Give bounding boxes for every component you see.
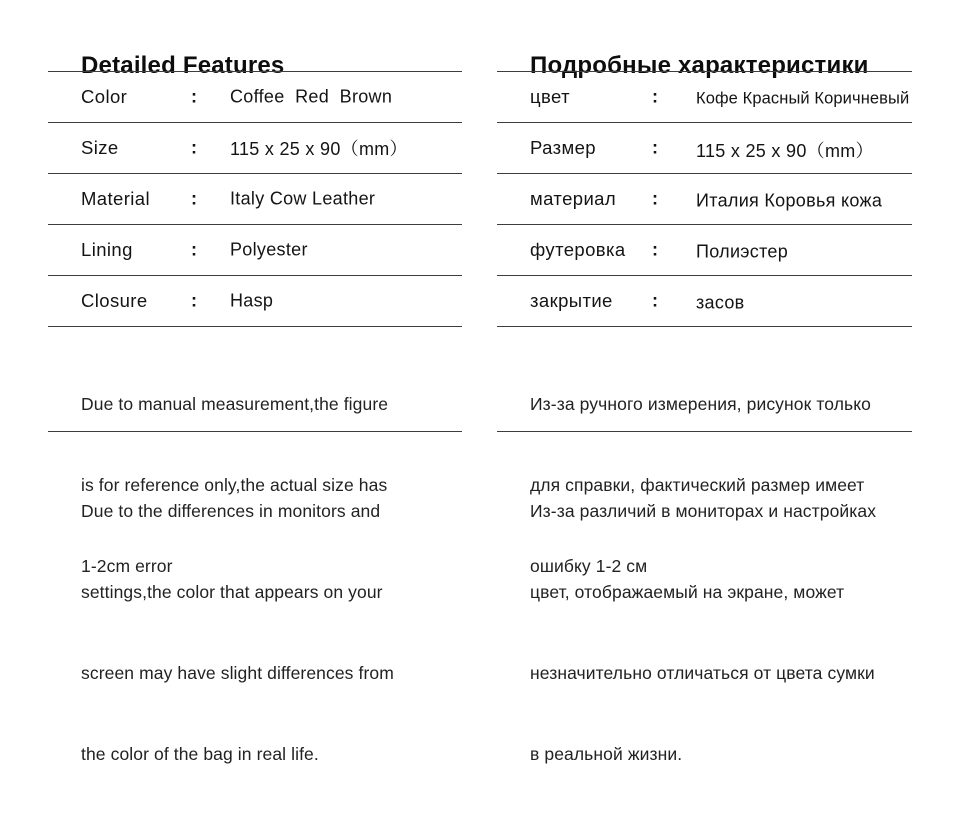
note-line: ошибку 1-2 см	[530, 556, 648, 576]
spec-value: 115 x 25 x 90（mm）	[696, 141, 874, 161]
spec-value: Polyester	[230, 239, 308, 260]
spec-row-material	[48, 174, 462, 225]
spec-table-english	[48, 71, 462, 327]
spec-colon: :	[652, 290, 658, 311]
spec-label: закрытие	[530, 290, 613, 311]
spec-colon: :	[191, 137, 197, 158]
note-line: Из-за различий в мониторах и настройках	[530, 501, 877, 521]
spec-label: Material	[81, 188, 150, 209]
note-line: screen may have slight differences from	[81, 663, 394, 683]
spec-colon: :	[652, 137, 658, 158]
note-line: 1-2cm error	[81, 556, 173, 576]
spec-value: Hasp	[230, 290, 274, 311]
spec-value: Кофе Красный Коричневый	[696, 89, 910, 108]
spec-row-size	[48, 123, 462, 174]
note-line: Из-за ручного измерения, рисунок только	[530, 394, 872, 414]
disclaimer-color-ru	[530, 444, 912, 822]
note-line: settings,the color that appears on your	[81, 582, 383, 602]
spec-colon: :	[191, 86, 197, 107]
spec-colon: :	[652, 188, 658, 209]
divider	[497, 431, 912, 432]
note-line: the color of the bag in real life.	[81, 744, 319, 764]
spec-row-size-ru	[497, 123, 912, 174]
note-line: цвет, отображаемый на экране, может	[530, 582, 845, 602]
spec-value: Coffee Red Brown	[230, 86, 393, 107]
spec-value: Полиэстер	[696, 241, 789, 262]
spec-label: цвет	[530, 86, 570, 107]
spec-colon: :	[652, 239, 658, 260]
disclaimer-color-en	[81, 444, 462, 822]
note-line: Due to the differences in monitors and	[81, 501, 381, 521]
spec-value: Италия Коровья кожа	[696, 190, 883, 211]
column-title-russian: Подробные характеристики	[530, 51, 869, 79]
column-title-english: Detailed Features	[81, 51, 285, 79]
spec-label: Size	[81, 137, 119, 158]
spec-row-closure-ru	[497, 276, 912, 327]
spec-label: Размер	[530, 137, 596, 158]
spec-colon: :	[191, 239, 197, 260]
spec-colon: :	[652, 86, 658, 107]
spec-label: Closure	[81, 290, 148, 311]
spec-value: 115 x 25 x 90（mm）	[230, 139, 408, 159]
spec-row-color-ru	[497, 72, 912, 123]
spec-table-russian	[497, 71, 912, 327]
spec-row-material-ru	[497, 174, 912, 225]
note-line: is for reference only,the actual size has	[81, 475, 388, 495]
spec-colon: :	[191, 188, 197, 209]
spec-label: Color	[81, 86, 128, 107]
spec-column-russian	[497, 0, 912, 764]
note-line: Due to manual measurement,the figure	[81, 394, 389, 414]
note-line: для справки, фактический размер имеет	[530, 475, 865, 495]
spec-label: Lining	[81, 239, 133, 260]
spec-label: материал	[530, 188, 617, 209]
spec-row-color	[48, 72, 462, 123]
note-line: в реальной жизни.	[530, 744, 683, 764]
spec-value: засов	[696, 292, 745, 313]
spec-label: футеровка	[530, 239, 626, 260]
note-line: незначительно отличаться от цвета сумки	[530, 663, 875, 683]
spec-row-closure	[48, 276, 462, 327]
spec-column-english	[48, 0, 462, 764]
spec-colon: :	[191, 290, 197, 311]
spec-row-lining	[48, 225, 462, 276]
spec-row-lining-ru	[497, 225, 912, 276]
spec-value: Italy Cow Leather	[230, 188, 376, 209]
divider	[48, 431, 462, 432]
